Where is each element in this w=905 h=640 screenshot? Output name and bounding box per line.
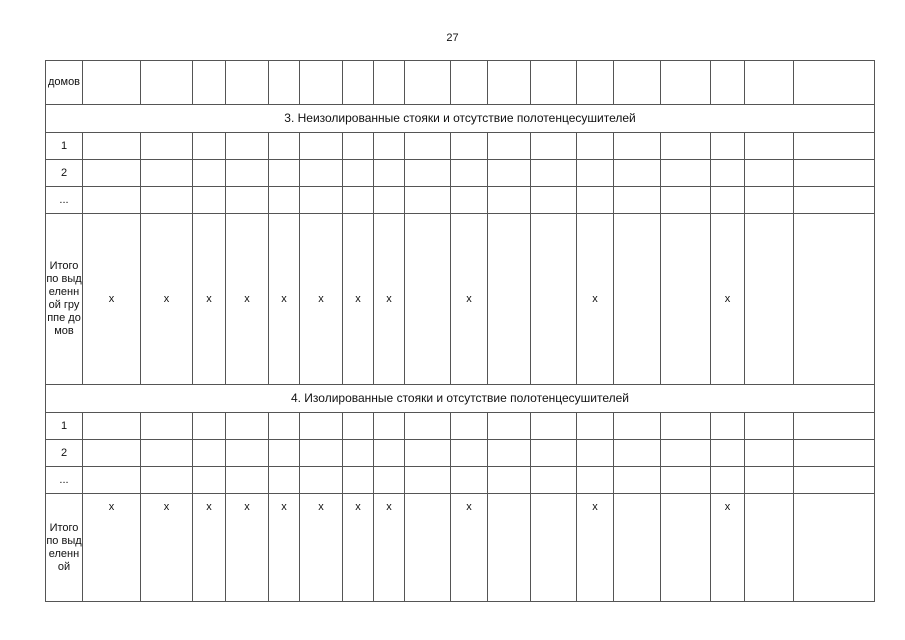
table-cell — [488, 214, 531, 385]
table-cell — [451, 440, 488, 467]
table-cell — [745, 214, 794, 385]
table-cell — [531, 440, 577, 467]
table-cell — [405, 413, 451, 440]
table-cell — [614, 61, 661, 105]
table-cell — [405, 61, 451, 105]
table-cell — [343, 413, 374, 440]
table-cell — [405, 133, 451, 160]
table-cell — [794, 133, 875, 160]
table-cell — [141, 413, 193, 440]
table-cell — [405, 187, 451, 214]
table-cell — [794, 440, 875, 467]
table-cell — [374, 160, 405, 187]
table-cell — [269, 413, 300, 440]
x-mark: x — [300, 214, 343, 385]
table-cell — [374, 467, 405, 494]
x-mark: x — [226, 214, 269, 385]
table-cell — [794, 413, 875, 440]
table-cell — [300, 467, 343, 494]
x-mark: x — [269, 494, 300, 602]
table-cell — [141, 467, 193, 494]
x-mark: x — [343, 214, 374, 385]
table-cell — [614, 160, 661, 187]
table-row — [46, 187, 875, 214]
table-cell — [794, 214, 875, 385]
x-mark: x — [711, 214, 745, 385]
table-cell — [614, 494, 661, 602]
table-cell — [614, 467, 661, 494]
x-mark: x — [577, 214, 614, 385]
table-cell — [745, 467, 794, 494]
carryover-label: домов — [46, 61, 83, 105]
table-cell — [577, 160, 614, 187]
table-cell — [745, 133, 794, 160]
row-number: 2 — [46, 440, 83, 467]
table-cell — [193, 160, 226, 187]
table-cell — [745, 440, 794, 467]
table-cell — [661, 187, 711, 214]
table-cell — [488, 160, 531, 187]
total-label: Итого по выделенной группе домов — [46, 214, 83, 385]
table-row — [46, 133, 875, 160]
table-cell — [193, 133, 226, 160]
table-cell — [269, 440, 300, 467]
x-mark: x — [300, 494, 343, 602]
table-cell — [661, 214, 711, 385]
table-cell — [343, 467, 374, 494]
table-cell — [577, 413, 614, 440]
table-cell — [269, 61, 300, 105]
table-row — [46, 61, 875, 105]
total-row — [46, 214, 875, 385]
row-number: 1 — [46, 413, 83, 440]
table-cell — [405, 467, 451, 494]
table-cell — [226, 187, 269, 214]
x-mark: x — [193, 214, 226, 385]
table-cell — [374, 61, 405, 105]
table-cell — [488, 133, 531, 160]
table-cell — [451, 61, 488, 105]
table-cell — [451, 187, 488, 214]
table-cell — [794, 187, 875, 214]
table-cell — [531, 494, 577, 602]
table-cell — [193, 467, 226, 494]
table-cell — [711, 187, 745, 214]
table-cell — [488, 494, 531, 602]
table-cell — [745, 187, 794, 214]
table-cell — [711, 440, 745, 467]
table-cell — [488, 440, 531, 467]
table-cell — [343, 61, 374, 105]
table-cell — [83, 187, 141, 214]
x-mark: x — [269, 214, 300, 385]
row-number: ... — [46, 467, 83, 494]
x-mark: x — [83, 494, 141, 602]
table-cell — [83, 160, 141, 187]
table-cell — [83, 467, 141, 494]
table-cell — [711, 413, 745, 440]
table-cell — [745, 160, 794, 187]
table-cell — [405, 440, 451, 467]
table-row — [46, 413, 875, 440]
table-cell — [661, 413, 711, 440]
table-cell — [226, 133, 269, 160]
table-cell — [374, 187, 405, 214]
table-cell — [531, 467, 577, 494]
table-cell — [374, 133, 405, 160]
table-cell — [794, 61, 875, 105]
x-mark: x — [374, 214, 405, 385]
table-cell — [226, 440, 269, 467]
table-cell — [405, 214, 451, 385]
table-cell — [745, 494, 794, 602]
x-mark: x — [141, 494, 193, 602]
table-cell — [226, 413, 269, 440]
x-mark: x — [83, 214, 141, 385]
table-cell — [661, 133, 711, 160]
table-cell — [374, 440, 405, 467]
table-cell — [711, 61, 745, 105]
x-mark: x — [343, 494, 374, 602]
table-cell — [226, 160, 269, 187]
table-cell — [83, 413, 141, 440]
page-number: 27 — [446, 32, 459, 44]
table-cell — [300, 61, 343, 105]
row-number: 1 — [46, 133, 83, 160]
table-cell — [577, 61, 614, 105]
section-header-row — [46, 385, 875, 413]
table-cell — [226, 61, 269, 105]
table-cell — [531, 187, 577, 214]
table-cell — [577, 133, 614, 160]
table-cell — [300, 187, 343, 214]
table-cell — [405, 494, 451, 602]
table-cell — [141, 133, 193, 160]
table-cell — [531, 413, 577, 440]
table-cell — [614, 413, 661, 440]
x-mark: x — [711, 494, 745, 602]
table-cell — [343, 133, 374, 160]
table-cell — [193, 187, 226, 214]
table-cell — [661, 440, 711, 467]
table-cell — [451, 133, 488, 160]
table-cell — [614, 187, 661, 214]
table-cell — [83, 133, 141, 160]
table-cell — [226, 467, 269, 494]
table-cell — [794, 467, 875, 494]
table-cell — [614, 133, 661, 160]
table-cell — [531, 160, 577, 187]
table-cell — [531, 214, 577, 385]
x-mark: x — [451, 494, 488, 602]
table-cell — [794, 160, 875, 187]
table-cell — [661, 160, 711, 187]
table-cell — [488, 61, 531, 105]
table-cell — [531, 133, 577, 160]
table-cell — [451, 413, 488, 440]
table-cell — [343, 440, 374, 467]
table-cell — [745, 61, 794, 105]
report-table — [45, 60, 875, 602]
table-cell — [661, 494, 711, 602]
total-label: Итого по выделенной — [46, 494, 83, 602]
table-cell — [193, 61, 226, 105]
table-row — [46, 440, 875, 467]
table-cell — [374, 413, 405, 440]
table-cell — [661, 61, 711, 105]
table-cell — [711, 160, 745, 187]
table-cell — [711, 467, 745, 494]
table-cell — [269, 467, 300, 494]
x-mark: x — [226, 494, 269, 602]
table-cell — [83, 61, 141, 105]
row-number: ... — [46, 187, 83, 214]
row-number: 2 — [46, 160, 83, 187]
table-cell — [269, 160, 300, 187]
table-cell — [794, 494, 875, 602]
table-cell — [269, 133, 300, 160]
table-cell — [300, 133, 343, 160]
table-cell — [614, 214, 661, 385]
x-mark: x — [577, 494, 614, 602]
table-cell — [269, 187, 300, 214]
table-cell — [711, 133, 745, 160]
x-mark: x — [141, 214, 193, 385]
x-mark: x — [374, 494, 405, 602]
table-cell — [405, 160, 451, 187]
table-row — [46, 467, 875, 494]
total-row — [46, 494, 875, 602]
section-title: 4. Изолированные стояки и отсутствие полотенцесушителей — [46, 385, 875, 413]
x-mark: x — [193, 494, 226, 602]
table-cell — [488, 467, 531, 494]
table-cell — [300, 160, 343, 187]
table-cell — [577, 187, 614, 214]
table-cell — [193, 440, 226, 467]
table-cell — [141, 61, 193, 105]
section-header-row — [46, 105, 875, 133]
table-cell — [577, 467, 614, 494]
table-row — [46, 160, 875, 187]
section-title: 3. Неизолированные стояки и отсутствие полотенцесушителей — [46, 105, 875, 133]
table-cell — [488, 187, 531, 214]
table-cell — [577, 440, 614, 467]
table-cell — [343, 160, 374, 187]
table-cell — [614, 440, 661, 467]
x-mark: x — [451, 214, 488, 385]
table-cell — [451, 160, 488, 187]
table-cell — [83, 440, 141, 467]
table-cell — [531, 61, 577, 105]
table-cell — [343, 187, 374, 214]
table-cell — [141, 187, 193, 214]
table-cell — [661, 467, 711, 494]
table-cell — [141, 160, 193, 187]
table-cell — [300, 413, 343, 440]
table-cell — [300, 440, 343, 467]
table-cell — [451, 467, 488, 494]
table-cell — [745, 413, 794, 440]
table-cell — [141, 440, 193, 467]
table-cell — [488, 413, 531, 440]
table-cell — [193, 413, 226, 440]
